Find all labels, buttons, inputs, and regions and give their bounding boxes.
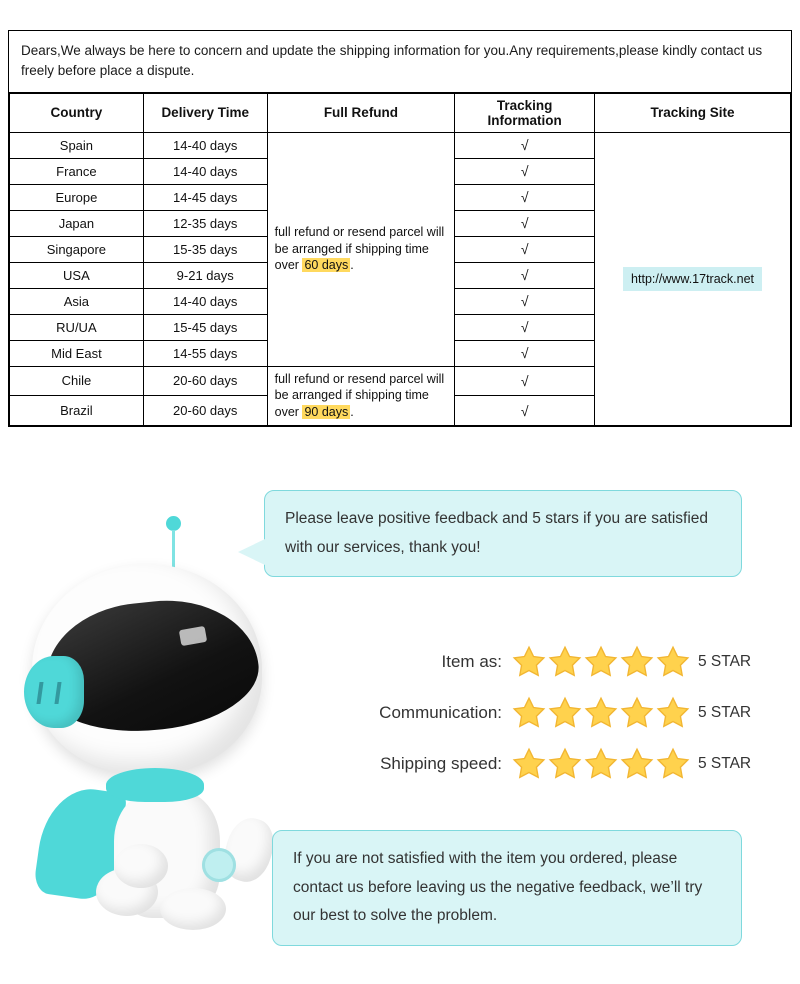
robot-right-leg — [160, 888, 226, 930]
refund-text-after: . — [350, 405, 354, 420]
cell-full-refund-group-1 — [267, 132, 455, 366]
cell-country: Singapore — [10, 236, 144, 262]
column-header-full-refund: Full Refund — [267, 93, 455, 132]
column-header-tracking-information: Tracking Information — [455, 93, 595, 132]
table-header-row — [10, 93, 791, 132]
rating-value: 5 STAR — [698, 703, 752, 721]
shipping-notice-block — [8, 30, 792, 427]
star-rating-group — [512, 696, 690, 729]
cell-tracking-information: √ — [455, 288, 595, 314]
cell-delivery-time: 9-21 days — [143, 262, 267, 288]
star-icon — [584, 645, 618, 678]
star-icon — [656, 645, 690, 678]
robot-scarf — [106, 768, 204, 802]
rating-list — [330, 636, 760, 789]
cell-country: USA — [10, 262, 144, 288]
cell-tracking-information: √ — [455, 210, 595, 236]
column-header-tracking-site: Tracking Site — [595, 93, 791, 132]
cell-tracking-information: √ — [455, 236, 595, 262]
cell-full-refund-group-2 — [267, 366, 455, 426]
cell-country: Japan — [10, 210, 144, 236]
star-icon — [584, 696, 618, 729]
refund-highlight-60-days: 60 days — [304, 258, 349, 273]
cell-delivery-time: 14-45 days — [143, 184, 267, 210]
star-icon — [620, 645, 654, 678]
cell-delivery-time: 15-45 days — [143, 314, 267, 340]
cell-country: RU/UA — [10, 314, 144, 340]
cell-country: Spain — [10, 132, 144, 158]
cell-tracking-information: √ — [455, 132, 595, 158]
star-icon — [512, 747, 546, 780]
cell-delivery-time: 20-60 days — [143, 396, 267, 426]
tracking-site-link[interactable]: http://www.17track.net — [623, 267, 762, 291]
robot-badge-icon — [202, 848, 236, 882]
cell-tracking-information: √ — [455, 366, 595, 396]
refund-text-after: . — [350, 258, 354, 273]
negative-feedback-bubble — [272, 830, 742, 946]
cell-tracking-information: √ — [455, 158, 595, 184]
rating-row-shipping-speed — [330, 738, 760, 789]
robot-ear-marking — [36, 682, 61, 704]
positive-feedback-bubble — [264, 490, 742, 577]
cell-tracking-information: √ — [455, 314, 595, 340]
cell-delivery-time: 14-40 days — [143, 132, 267, 158]
cell-tracking-information: √ — [455, 396, 595, 426]
feedback-section — [0, 446, 800, 984]
star-icon — [548, 696, 582, 729]
star-rating-group — [512, 645, 690, 678]
cell-delivery-time: 12-35 days — [143, 210, 267, 236]
negative-feedback-text: If you are not satisfied with the item you ordered, please contact us before leaving us the negative feedback, we’ll try our best to solve the problem. — [293, 850, 703, 925]
star-icon — [512, 645, 546, 678]
cell-tracking-site — [595, 132, 791, 426]
antenna-ball-icon — [166, 516, 181, 531]
cell-country: Asia — [10, 288, 144, 314]
shipping-table — [9, 93, 791, 427]
shipping-notice-intro: Dears,We always be here to concern and update the shipping information for you.Any requirements,please kindly contact us freely before place a dispute. — [9, 31, 791, 93]
rating-label: Shipping speed: — [380, 753, 502, 773]
rating-label: Communication: — [379, 702, 502, 722]
star-icon — [548, 645, 582, 678]
cell-country: Brazil — [10, 396, 144, 426]
robot-left-arm — [114, 844, 168, 888]
cell-country: Chile — [10, 366, 144, 396]
column-header-delivery-time: Delivery Time — [143, 93, 267, 132]
table-row — [10, 132, 791, 158]
refund-text-before: full refund or resend parcel will be arranged if shipping time over — [274, 224, 445, 273]
refund-highlight-90-days: 90 days — [304, 405, 349, 420]
column-header-country: Country — [10, 93, 144, 132]
cell-delivery-time: 14-55 days — [143, 340, 267, 366]
cell-country: Mid East — [10, 340, 144, 366]
rating-row-communication — [330, 687, 760, 738]
star-icon — [656, 696, 690, 729]
cell-delivery-time: 15-35 days — [143, 236, 267, 262]
cell-delivery-time: 14-40 days — [143, 288, 267, 314]
cell-tracking-information: √ — [455, 262, 595, 288]
cell-tracking-information: √ — [455, 340, 595, 366]
cell-country: France — [10, 158, 144, 184]
bubble-tail — [238, 539, 265, 565]
cell-tracking-information: √ — [455, 184, 595, 210]
cell-country: Europe — [10, 184, 144, 210]
rating-value: 5 STAR — [698, 754, 752, 772]
star-icon — [584, 747, 618, 780]
positive-feedback-text: Please leave positive feedback and 5 stars if you are satisfied with our services, thank you! — [285, 510, 709, 556]
cell-delivery-time: 14-40 days — [143, 158, 267, 184]
star-icon — [548, 747, 582, 780]
star-icon — [620, 747, 654, 780]
star-icon — [656, 747, 690, 780]
cell-delivery-time: 20-60 days — [143, 366, 267, 396]
star-icon — [512, 696, 546, 729]
rating-value: 5 STAR — [698, 652, 752, 670]
rating-row-item-as — [330, 636, 760, 687]
star-rating-group — [512, 747, 690, 780]
star-icon — [620, 696, 654, 729]
refund-text-before: full refund or resend parcel will be arranged if shipping time over — [274, 371, 445, 420]
rating-label: Item as: — [441, 651, 502, 671]
